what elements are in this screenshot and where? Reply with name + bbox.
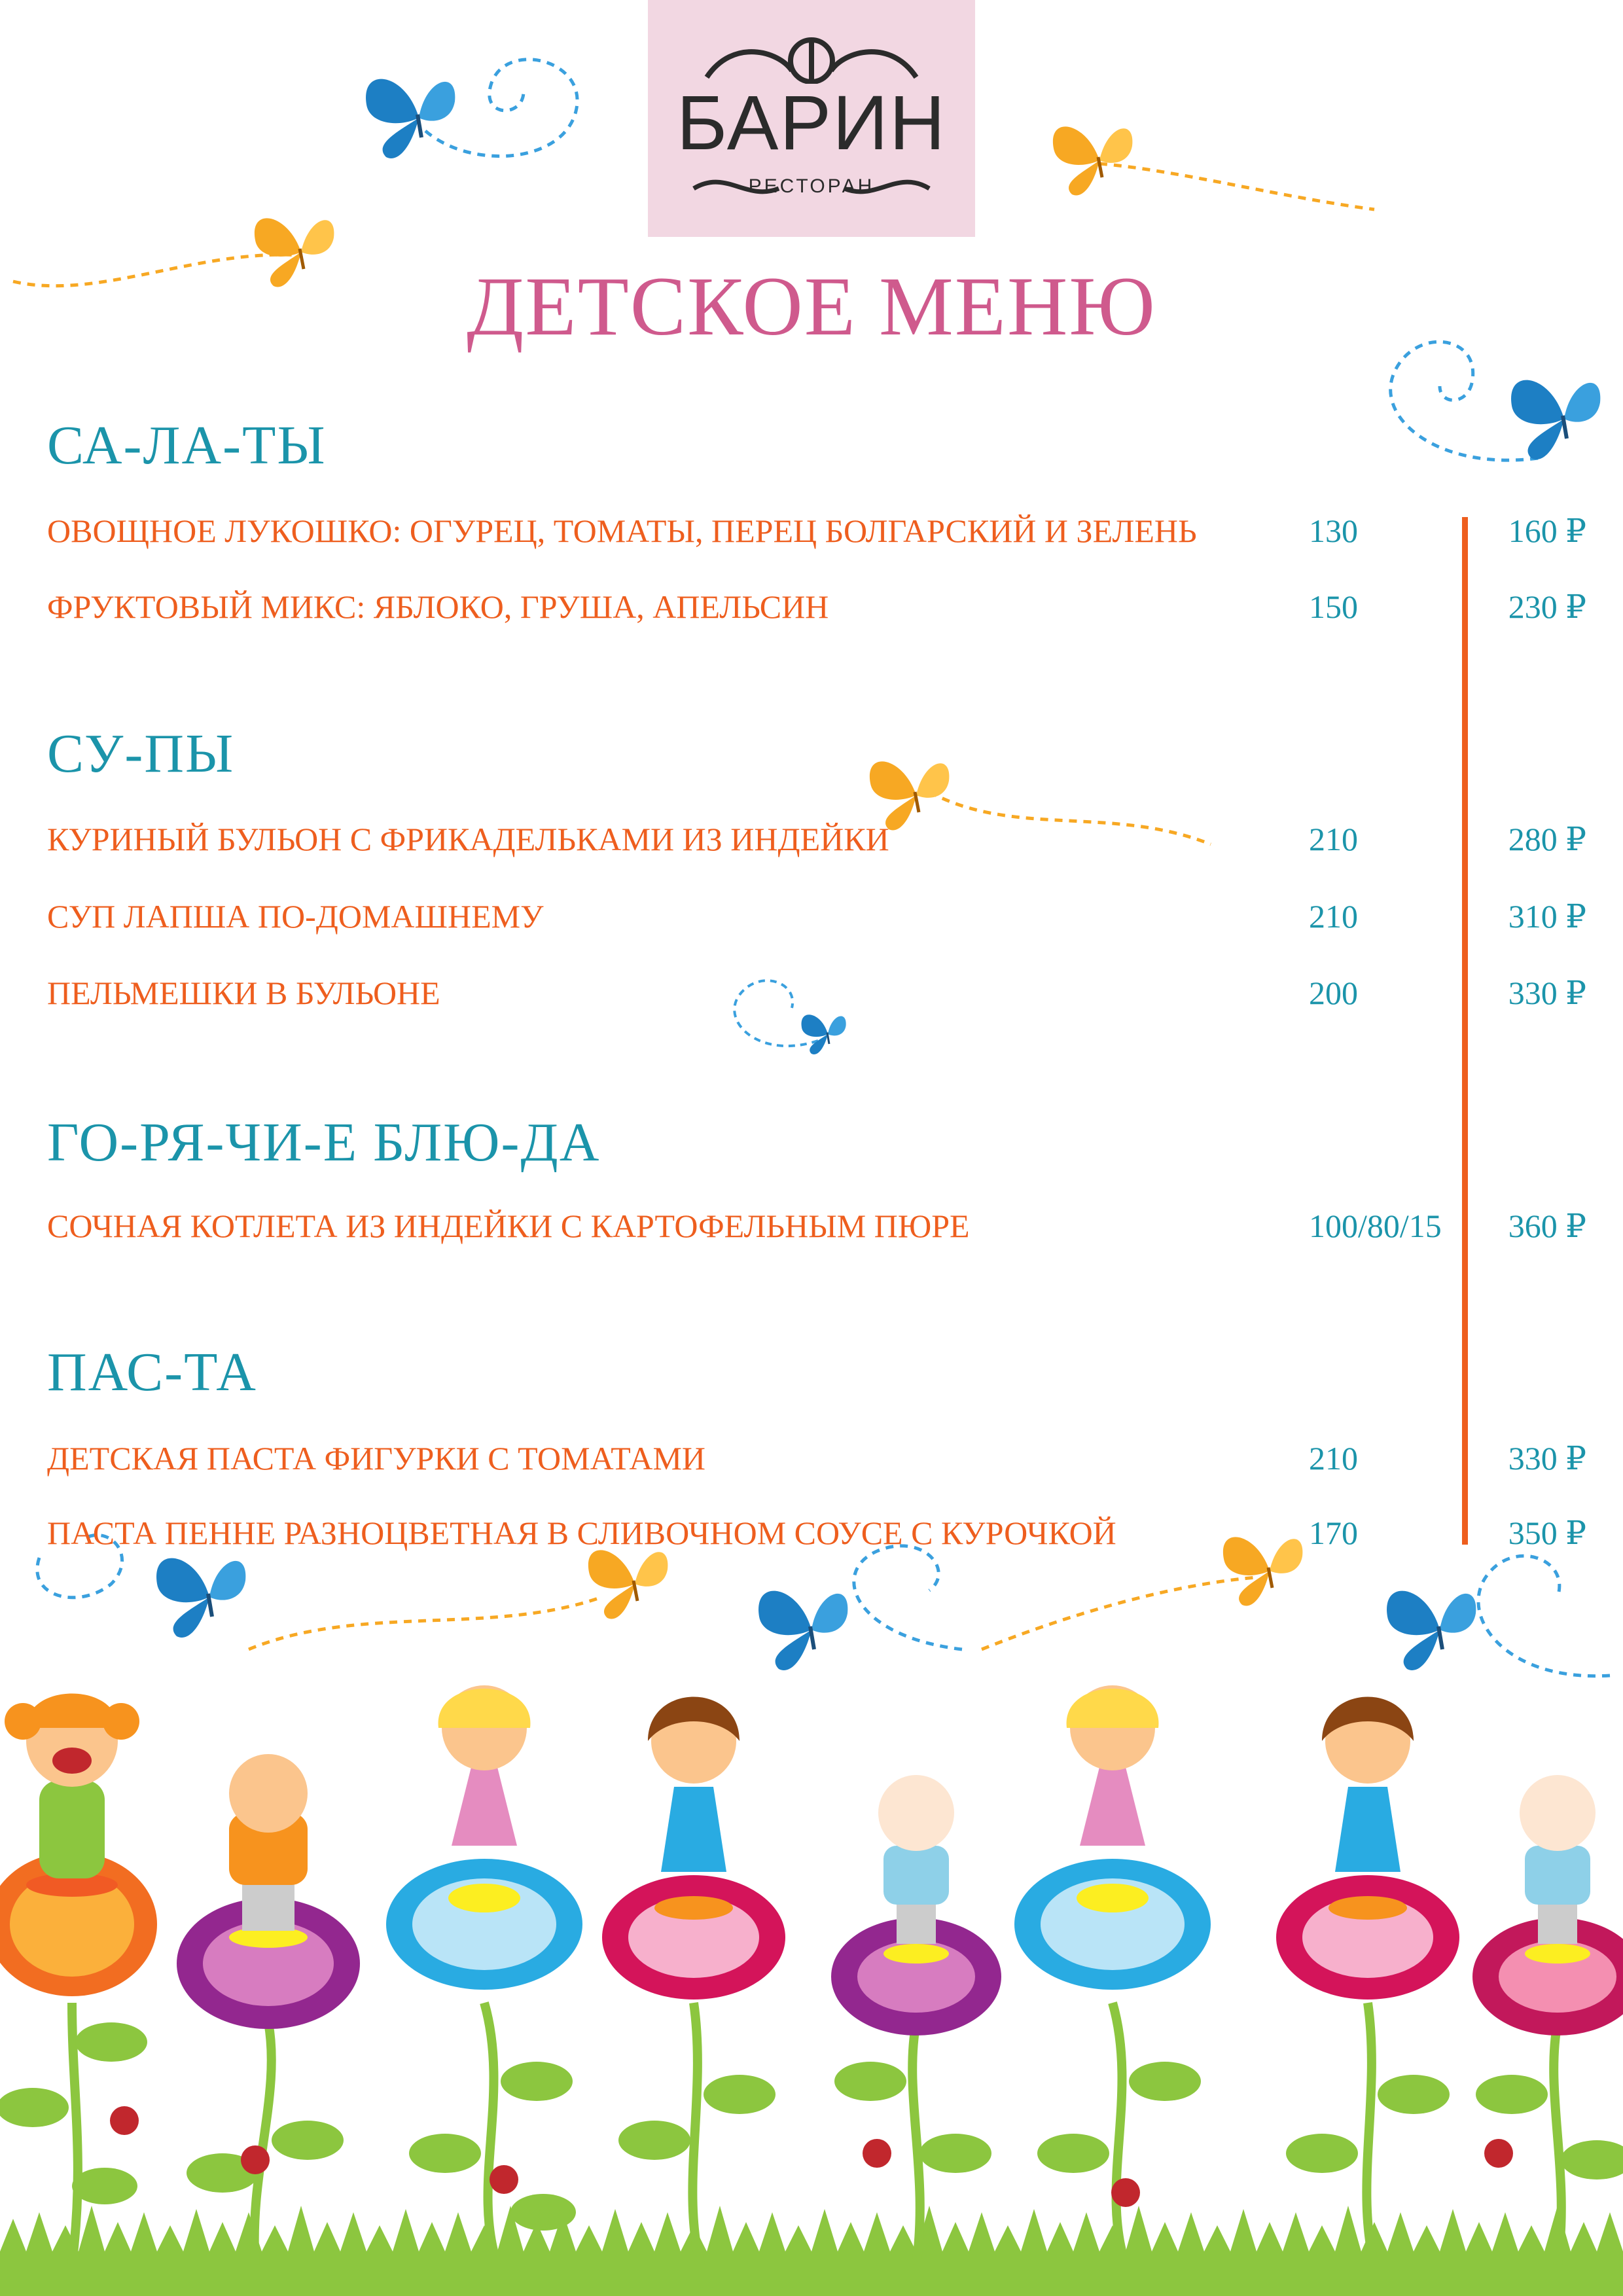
- section-heading: СА-ЛА-ТЫ: [47, 415, 327, 476]
- menu-item-name: СОЧНАЯ КОТЛЕТА ИЗ ИНДЕЙКИ С КАРТОФЕЛЬНЫМ ПЮРЕ: [47, 1208, 970, 1244]
- flower-with-child: [602, 1697, 785, 2265]
- menu-item-weight: 210: [1309, 898, 1358, 935]
- menu-item-price: 160 ₽: [1508, 512, 1586, 549]
- flower-with-child: [831, 1775, 1001, 2265]
- menu-item-price: 330 ₽: [1508, 975, 1586, 1011]
- flower-with-child: [386, 1685, 582, 2265]
- menu-item-weight: 150: [1309, 588, 1358, 625]
- section-heading: ГО-РЯ-ЧИ-Е БЛЮ-ДА: [47, 1112, 601, 1173]
- flower-with-child: [1472, 1775, 1623, 2265]
- menu-item-weight: 170: [1309, 1515, 1358, 1551]
- menu-item-name: ФРУКТОВЫЙ МИКС: ЯБЛОКО, ГРУША, АПЕЛЬСИН: [47, 588, 829, 625]
- flower-with-child: [1014, 1685, 1211, 2265]
- flower-with-child: [0, 1694, 157, 2265]
- menu-item-name: ОВОЩНОЕ ЛУКОШКО: ОГУРЕЦ, ТОМАТЫ, ПЕРЕЦ БОЛГАРСКИЙ И ЗЕЛЕНЬ: [47, 512, 1197, 549]
- menu-item-price: 350 ₽: [1508, 1515, 1586, 1551]
- menu-item-weight: 130: [1309, 512, 1358, 549]
- menu-item-price: 230 ₽: [1508, 588, 1586, 625]
- flower-with-child: [177, 1754, 360, 2265]
- menu-item-name: ДЕТСКАЯ ПАСТА ФИГУРКИ С ТОМАТАМИ: [47, 1440, 706, 1477]
- page-title: ДЕТСКОЕ МЕНЮ: [467, 260, 1156, 353]
- menu-item-price: 280 ₽: [1508, 821, 1586, 857]
- menu-item-name: КУРИНЫЙ БУЛЬОН С ФРИКАДЕЛЬКАМИ ИЗ ИНДЕЙКИ: [47, 821, 889, 857]
- menu-item-price: 330 ₽: [1508, 1440, 1586, 1477]
- menu-item-name: СУП ЛАПША ПО-ДОМАШНЕМУ: [47, 898, 544, 935]
- logo-subtitle: РЕСТОРАН: [748, 175, 875, 197]
- section-heading: СУ-ПЫ: [47, 723, 235, 784]
- menu-item-name: ПЕЛЬМЕШКИ В БУЛЬОНЕ: [47, 975, 440, 1011]
- logo-name: БАРИН: [676, 80, 947, 166]
- section-heading: ПАС-ТА: [47, 1342, 257, 1403]
- menu-item-weight: 100/80/15: [1309, 1208, 1442, 1244]
- menu-item-weight: 210: [1309, 821, 1358, 857]
- menu-item-name: ПАСТА ПЕННЕ РАЗНОЦВЕТНАЯ В СЛИВОЧНОМ СОУСЕ С КУРОЧКОЙ: [47, 1515, 1116, 1551]
- menu-item-weight: 200: [1309, 975, 1358, 1011]
- menu-item-weight: 210: [1309, 1440, 1358, 1477]
- menu-item-price: 360 ₽: [1508, 1208, 1586, 1244]
- menu-item-price: 310 ₽: [1508, 898, 1586, 935]
- flower-with-child: [1276, 1697, 1459, 2265]
